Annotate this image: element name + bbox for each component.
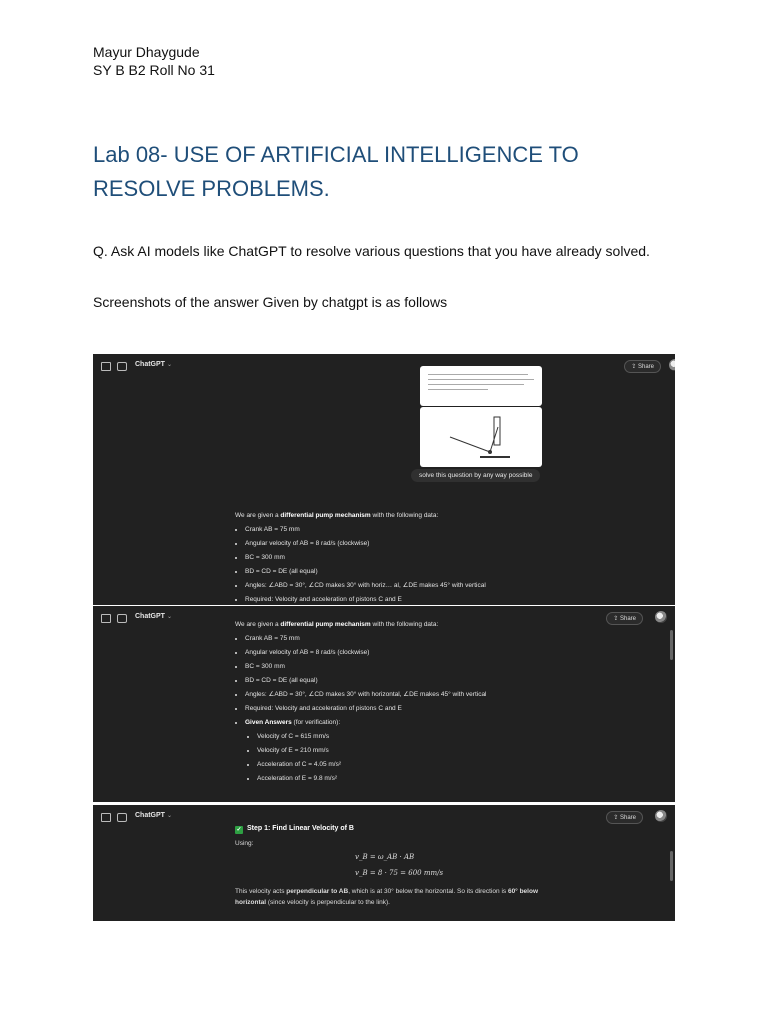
using-label: Using: [235, 840, 254, 847]
model-selector[interactable] [135, 613, 172, 620]
sidebar-toggle-icon[interactable] [101, 362, 111, 371]
screenshot-2 [93, 606, 675, 802]
document-title: Lab 08- USE OF ARTIFICIAL INTELLIGENCE TO RESOLVE PROBLEMS. [93, 142, 579, 201]
list-item: • BC = 300 mm [245, 551, 565, 565]
brand-label: ChatGPT [135, 361, 165, 368]
list-item: • Given Answers (for verification): • Velocity of C = 615 mm/s • Velocity of E = 210 mm/s • Acceleration of C = 4.05 m/s² • Acceleration of E = 9.8 m/s² [245, 716, 565, 786]
question-text: Q. Ask AI models like ChatGPT to resolve various questions that you have already solved. [93, 243, 650, 259]
chevron-down-icon: ⌄ [166, 362, 172, 368]
checkmark-icon: ✓ [236, 827, 242, 833]
equation-1: v_B = ω_AB · AB [355, 853, 415, 861]
list-item: • Angles: ∠ABD = 30°, ∠CD makes 30° with horizontal, ∠DE makes 45° with vertical [245, 688, 565, 702]
scrollbar[interactable] [670, 630, 673, 660]
share-label: Share [619, 815, 636, 821]
share-label: Share [637, 364, 654, 370]
given-answers-list [245, 730, 565, 786]
given-answers-label: Given Answers [245, 719, 292, 726]
model-selector[interactable] [135, 812, 172, 819]
equation-2: v_B = 8 · 75 = 600 mm/s [355, 869, 444, 877]
share-button[interactable]: ⇪ Share [624, 360, 661, 373]
brand-label: ChatGPT [135, 812, 165, 819]
list-item: • Required: Velocity and acceleration of pistons C and E [245, 702, 565, 716]
list-item: • Crank AB = 75 mm [245, 632, 565, 646]
list-item: • Angles: ∠ABD = 30°, ∠CD makes 30° with horiz… al, ∠DE makes 45° with vertical [245, 579, 565, 593]
mechanism-diagram-image [420, 407, 542, 467]
list-item: • BD = CD = DE (all equal) [245, 674, 565, 688]
list-item: • BC = 300 mm [245, 660, 565, 674]
intro-text: Screenshots of the answer Given by chatgpt is as follows [93, 294, 448, 310]
step-1-explanation: This velocity acts perpendicular to AB, which is at 30° below the horizontal. So its direction is 60° below horizontal (since velocity is perpendicular to the link). [235, 888, 539, 906]
user-prompt-bubble: solve this question by any way possible [411, 469, 540, 482]
avatar[interactable] [655, 810, 667, 822]
new-chat-icon[interactable] [117, 362, 127, 371]
share-button[interactable]: ⇪ Share [606, 612, 643, 625]
question-image [420, 366, 542, 406]
brand-label: ChatGPT [135, 613, 165, 620]
new-chat-icon[interactable] [117, 614, 127, 623]
response-lead: We are given a differential pump mechanism with the following data: [235, 512, 439, 519]
screenshot-1 [93, 354, 675, 605]
sidebar-toggle-icon[interactable] [101, 813, 111, 822]
new-chat-icon[interactable] [117, 813, 127, 822]
list-item: • BD = CD = DE (all equal) [245, 565, 565, 579]
list-item: • Velocity of E = 210 mm/s [257, 744, 565, 758]
list-item: • Angular velocity of AB = 8 rad/s (clockwise) [245, 537, 565, 551]
list-item: • Required: Velocity and acceleration of pistons C and E [245, 593, 565, 605]
author-class-roll: SY B B2 Roll No 31 [93, 62, 215, 78]
response-text-1 [235, 509, 565, 605]
model-selector[interactable] [135, 361, 172, 368]
chevron-down-icon: ⌄ [166, 813, 172, 819]
response-lead: We are given a differential pump mechanism with the following data: [235, 621, 439, 628]
chatgpt-topbar [93, 805, 675, 831]
data-list [235, 632, 565, 786]
avatar[interactable] [669, 359, 675, 371]
list-item: • Crank AB = 75 mm [245, 523, 565, 537]
screenshot-3 [93, 805, 675, 921]
sidebar-toggle-icon[interactable] [101, 614, 111, 623]
avatar[interactable] [655, 611, 667, 623]
list-item: • Angular velocity of AB = 8 rad/s (clockwise) [245, 646, 565, 660]
step-1-heading: ✓ Step 1: Find Linear Velocity of B [236, 825, 354, 833]
list-item: • Acceleration of E = 9.8 m/s² [257, 772, 565, 786]
share-label: Share [619, 616, 636, 622]
author-name: Mayur Dhaygude [93, 44, 200, 60]
chatgpt-topbar [93, 354, 675, 380]
list-item: • Velocity of C = 615 mm/s [257, 730, 565, 744]
chevron-down-icon: ⌄ [166, 614, 172, 620]
list-item: • Acceleration of C = 4.05 m/s² [257, 758, 565, 772]
author-block [93, 43, 215, 79]
data-list [235, 523, 565, 605]
share-button[interactable]: ⇪ Share [606, 811, 643, 824]
scrollbar[interactable] [670, 851, 673, 881]
response-text-2 [235, 618, 565, 786]
